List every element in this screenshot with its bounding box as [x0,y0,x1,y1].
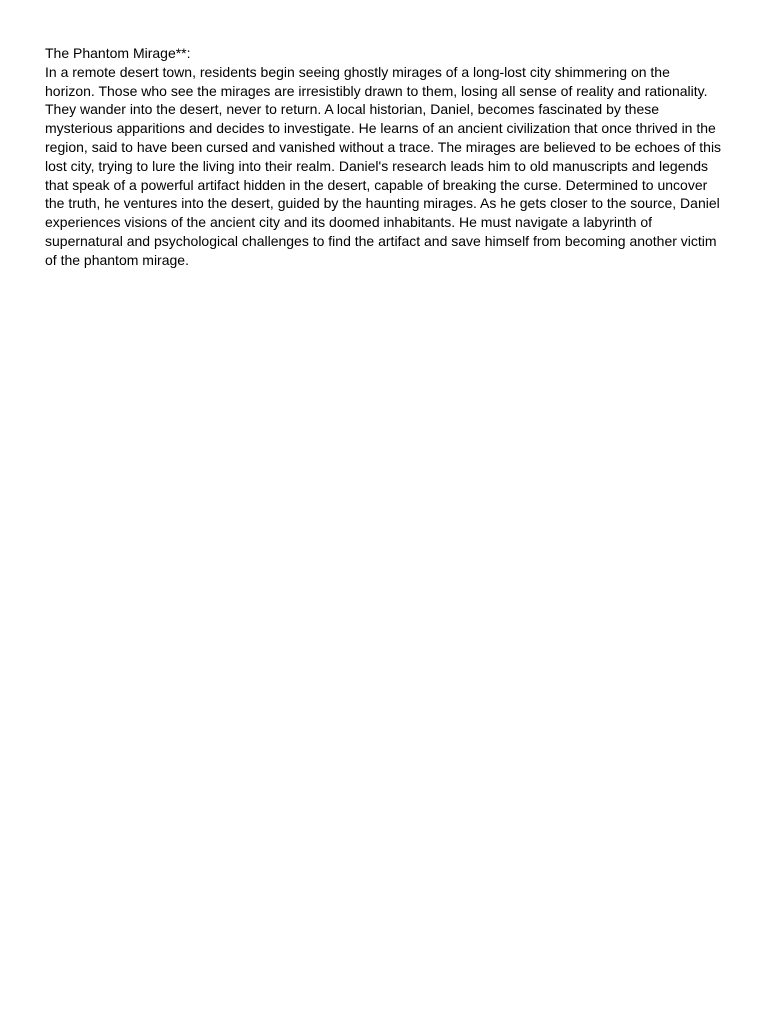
document-title: The Phantom Mirage**: [45,45,191,61]
document-body: In a remote desert town, residents begin seeing ghostly mirages of a long-lost city shimmering on the horizon. Those who see the mirages are irresistibly drawn to them, losing all sense of reality and rationality. They wander into the desert, never to return. A local historian, Daniel, becomes fascinated by these mysterious apparitions and decides to investigate. He learns of an ancient civilization that once thrived in the region, said to have been cursed and vanished without a trace. The mirages are believed to be echoes of this lost city, trying to lure the living into their realm. Daniel's research leads him to old manuscripts and legends that speak of a powerful artifact hidden in the desert, capable of breaking the curse. Determined to uncover the truth, he ventures into the desert, guided by the haunting mirages. As he gets closer to the source, Daniel experiences visions of the ancient city and its doomed inhabitants. He must navigate a labyrinth of supernatural and psychological challenges to find the artifact and save himself from becoming another victim of the phantom mirage. [45,63,722,268]
document-page [45,44,723,270]
